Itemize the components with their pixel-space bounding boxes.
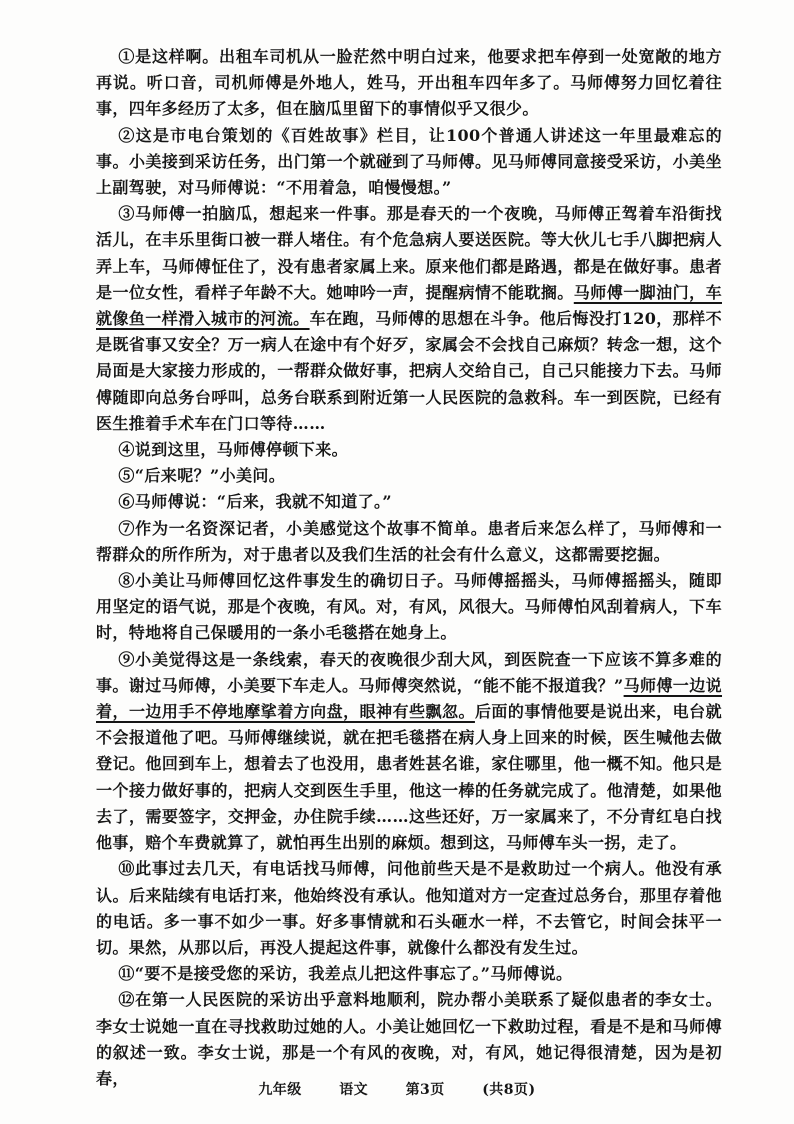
footer-subject: 语文 — [339, 1082, 369, 1098]
paragraph-8: ⑧小美让马师傅回忆这件事发生的确切日子。马师傅摇摇头，马师傅摇摇头，随即用坚定的语气说，那是个夜晚，有风。对，有风，风很大。马师傅怕风刮着病人，下车时，特地将自己保暖用的一条小毛毯搭在她身上。 — [96, 571, 722, 643]
reading-passage — [96, 44, 722, 1092]
paragraph-7: ⑦作为一名资深记者，小美感觉这个故事不简单。患者后来怎么样了，马师傅和一帮群众的所作所为，对于患者以及我们生活的社会有什么意义，这都需要挖掘。 — [96, 518, 722, 564]
underlined-sentence-2: 马师傅一边说着，一边用手不停地摩挲着方向盘，眼神有些飘忽。 — [96, 675, 723, 722]
paragraph-2: ②这是市电台策划的《百姓故事》栏目，让100个普通人讲述这一年里最难忘的事。小美接到采访任务，出门第一个就碰到了马师傅。见马师傅同意接受采访，小美坐上副驾驶，对马师傅说：“不用着急，咱慢慢想。” — [96, 125, 722, 198]
paragraph-6: ⑥马师傅说：“后来，我就不知道了。” — [118, 492, 392, 512]
footer-total-pages: (共8页) — [482, 1082, 536, 1098]
page-footer — [0, 1079, 794, 1099]
paragraph-11: ⑪“要不是接受您的采访，我差点儿把这件事忘了。”马师傅说。 — [118, 964, 573, 984]
paragraph-10: ⑩此事过去几天，有电话找马师傅，问他前些天是不是救助过一个病人。他没有承认。后来陆续有电话打来，他始终没有承认。他知道对方一定查过总务台，那里存着他的电话。多一事不如少一事。好多事情就和石头砸水一样，不去管它，时间会抹平一切。果然，从那以后，再没人提起这件事，就像什么都没有发生过。 — [96, 859, 722, 957]
paragraph-5: ⑤“后来呢？”小美问。 — [118, 466, 286, 486]
paragraph-12: ⑫在第一人民医院的采访出乎意料地顺利，院办帮小美联系了疑似患者的李女士。李女士说她一直在寻找救助过她的人。小美让她回忆一下救助过程，看是不是和马师傅的叙述一致。李女士说，那是一个有风的夜晚，对，有风，她记得很清楚，因为是初春， — [96, 990, 722, 1088]
paragraph-4: ④说到这里，马师傅停顿下来。 — [118, 440, 348, 460]
paragraph-3: ③马师傅一拍脑瓜，想起来一件事。那是春天的一个夜晚，马师傅正驾着车沿街找活儿，在丰乐里街口被一群人堵住。有个危急病人要送医院。等大伙儿七手八脚把病人弄上车，马师傅怔住了，没有患者家属上来。原来他们都是路遇，都是在做好事。患者是一位女性，看样子年龄不大。她呻吟一声，提醒病情不能耽搁。马师傅一脚油门，车就像鱼一样滑入城市的河流。车在跑，马师傅的思想在斗争。他后悔没打120，那样不是既省事又安全？万一病人在途中有个好歹，家属会不会找自己麻烦？转念一想，这个局面是大家接力形成的，一帮群众做好事，把病人交给自己，自己只能接力下去。马师傅随即向总务台呼叫，总务台联系到附近第一人民医院的急救科。车一到医院，已经有医生推着手术车在门口等待…… — [96, 204, 722, 433]
paragraph-1: ①是这样啊。出租车司机从一脸茫然中明白过来，他要求把车停到一处宽敞的地方再说。听口音，司机师傅是外地人，姓马，开出租车四年多了。马师傅努力回忆着往事，四年多经历了太多，但在脑瓜里留下的事情似乎又很少。 — [96, 47, 722, 119]
underlined-sentence-1: 马师傅一脚油门，车就像鱼一样滑入城市的河流。 — [96, 282, 722, 329]
footer-page-number: 第3页 — [405, 1082, 445, 1098]
footer-grade: 九年级 — [258, 1082, 302, 1098]
paragraph-9: ⑨小美觉得这是一条线索，春天的夜晚很少刮大风，到医院查一下应该不算多难的事。谢过马师傅，小美要下车走人。马师傅突然说，“能不能不报道我？”马师傅一边说着，一边用手不停地摩挲着方向盘，眼神有些飘忽。后面的事情他要是说出来，电台就不会报道他了吧。马师傅继续说，就在把毛毯搭在病人身上回来的时候，医生喊他去做登记。他回到车上，想着去了也没用，患者姓甚名谁，家住哪里，他一概不知。他只是一个接力做好事的，把病人交到医生手里，他这一棒的任务就完成了。他清楚，如果他去了，需要签字，交押金，办住院手续……这些还好，万一家属来了，不分青红皂白找他事，赔个车费就算了，就怕再生出别的麻烦。想到这，马师傅车头一拐，走了。 — [96, 649, 723, 853]
